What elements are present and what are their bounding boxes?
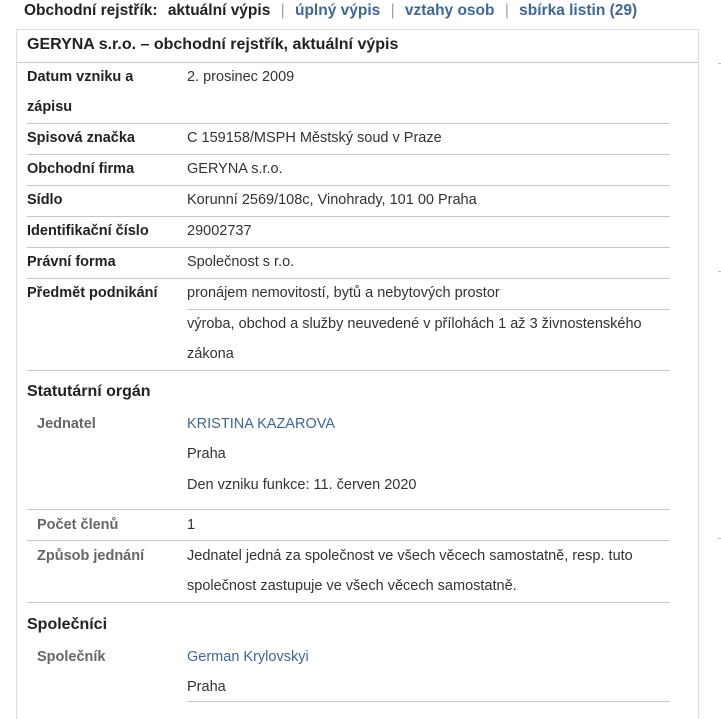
field-value-legal-form: Společnost s r.o. — [187, 254, 295, 270]
nav-current-tab: aktuální výpis — [167, 2, 271, 19]
field-value-member-count: 1 — [187, 517, 196, 533]
field-value-acting-method-line2: společnost zastupuje ve všech věcech samostatně. — [187, 578, 517, 594]
field-label-member-count: Počet členů — [37, 517, 119, 533]
field-value-company-name: GERYNA s.r.o. — [187, 161, 283, 177]
field-value-id-number: 29002737 — [187, 223, 252, 239]
executive-since: Den vzniku funkce: 11. červen 2020 — [187, 477, 417, 493]
field-value-business-subject: pronájem nemovitostí, bytů a nebytových prostor — [187, 285, 500, 301]
field-label-company-name: Obchodní firma — [27, 161, 135, 177]
field-value-seat: Korunní 2569/108c, Vinohrady, 101 00 Praha — [187, 192, 477, 208]
executive-name[interactable]: KRISTINA KAZAROVA — [187, 416, 335, 432]
field-label-date-created: Datum vzniku a — [27, 69, 134, 85]
field-value-business-subject-2-line2: zákona — [187, 346, 234, 362]
shareholder-city: Praha — [187, 679, 226, 695]
executive-name-link[interactable] — [187, 409, 335, 439]
field-label-legal-form: Právní forma — [27, 254, 116, 270]
field-value-business-subject-2: výroba, obchod a služby neuvedené v přílohách 1 až 3 živnostenského — [187, 316, 642, 332]
field-label-file-number: Spisová značka — [27, 130, 135, 146]
register-nav — [0, 0, 700, 24]
nav-link-document-collection[interactable]: sbírka listin (29) — [519, 2, 638, 19]
nav-label: Obchodní rejstřík: — [24, 2, 158, 19]
divider — [27, 370, 670, 371]
field-label-seat: Sídlo — [27, 192, 63, 208]
divider — [27, 509, 670, 510]
nav-separator: | — [280, 2, 285, 19]
divider — [27, 247, 670, 248]
divider — [187, 701, 670, 702]
nav-separator: | — [390, 2, 395, 19]
nav-separator: | — [504, 2, 509, 19]
field-value-date-created: 2. prosinec 2009 — [187, 69, 295, 85]
shareholder-name[interactable]: German Krylovskyi — [187, 649, 309, 665]
extract-panel — [16, 29, 699, 719]
section-title-shareholders: Společníci — [27, 616, 108, 633]
field-label-date-created-line2: zápisu — [27, 99, 73, 115]
executive-city: Praha — [187, 446, 226, 462]
nav-link-person-relations[interactable]: vztahy osob — [404, 2, 495, 19]
divider — [27, 602, 670, 603]
panel-title: GERYNA s.r.o. – obchodní rejstřík, aktuální výpis — [27, 36, 399, 53]
shareholder-name-link[interactable] — [187, 642, 309, 672]
field-label-business-subject: Předmět podnikání — [27, 285, 158, 301]
nav-link-full-extract[interactable]: úplný výpis — [294, 2, 381, 19]
field-label-shareholder: Společník — [37, 649, 106, 665]
section-title-statutory-body: Statutární orgán — [27, 383, 151, 400]
field-value-acting-method: Jednatel jedná za společnost ve všech věcech samostatně, resp. tuto — [187, 548, 633, 564]
field-label-id-number: Identifikační číslo — [27, 223, 149, 239]
field-value-file-number: C 159158/MSPH Městský soud v Praze — [187, 130, 442, 146]
field-label-executive: Jednatel — [37, 416, 96, 432]
field-label-acting-method: Způsob jednání — [37, 548, 145, 564]
